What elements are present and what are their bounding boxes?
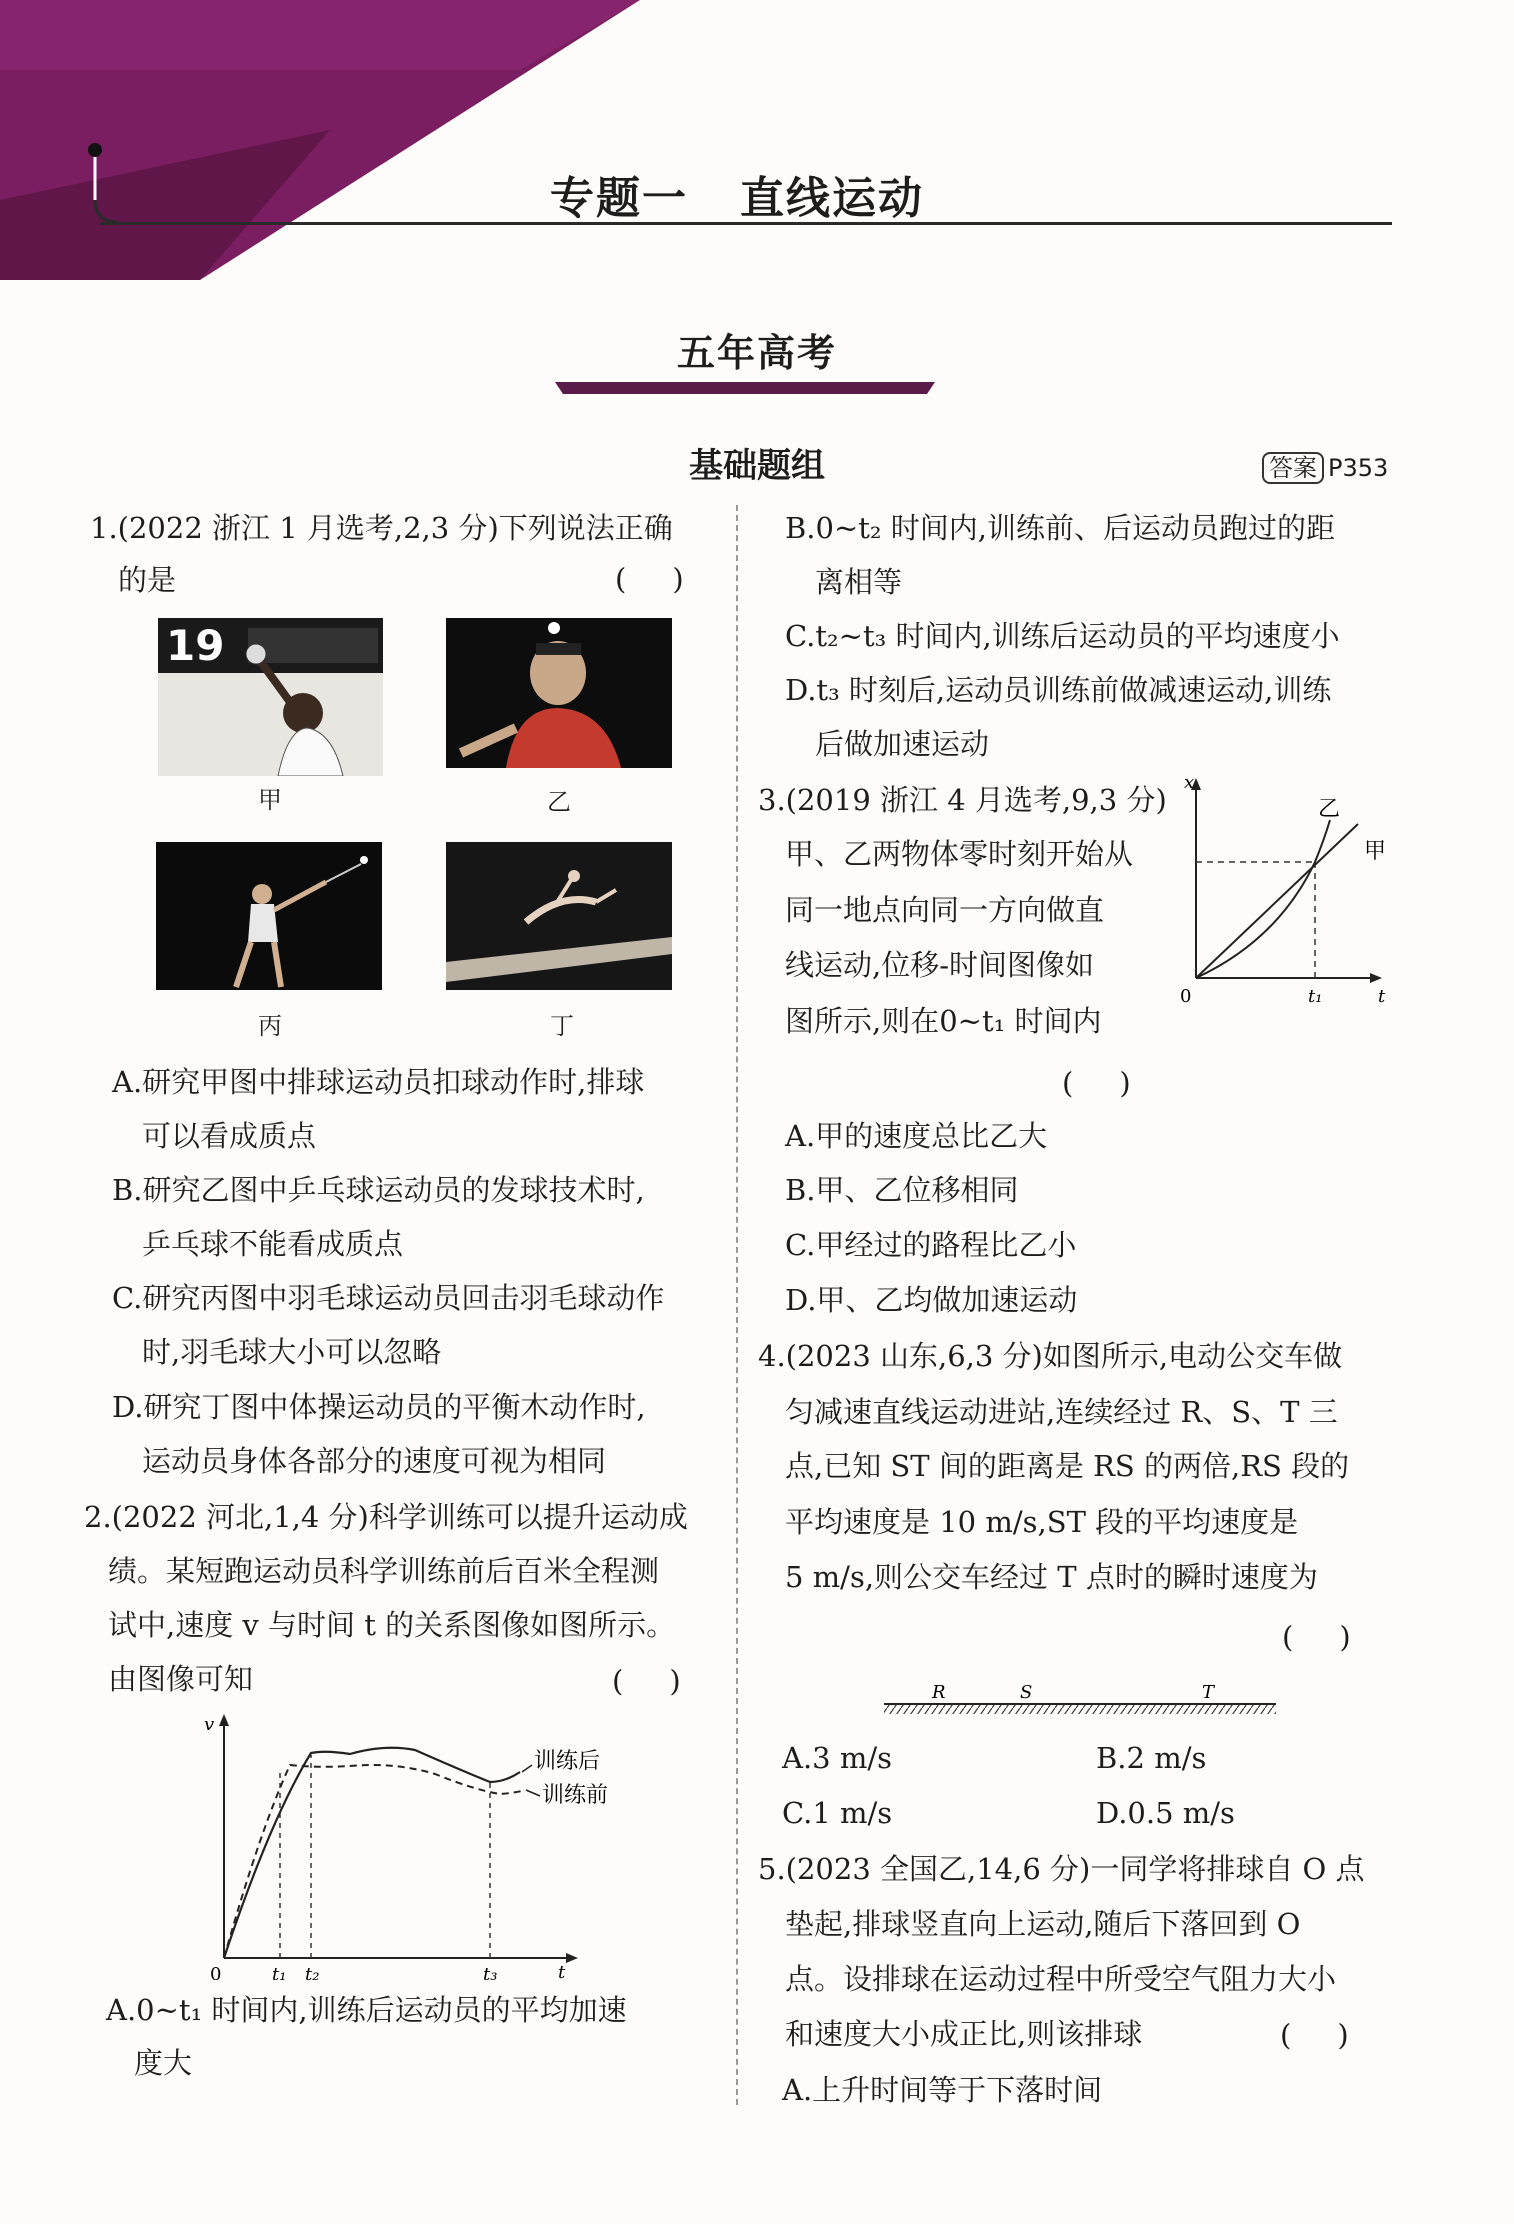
q2-option-c[interactable]: C.t₂~t₃ 时间内,训练后运动员的平均速度小	[785, 619, 1340, 653]
answer-page: P353	[1328, 454, 1389, 482]
photo-caption-jia: 甲	[258, 786, 282, 814]
q5-stem-line2: 垫起,排球竖直向上运动,随后下落回到 O	[785, 1907, 1301, 1941]
q3-stem-line5: 图所示,则在0~t₁ 时间内	[785, 1004, 1102, 1038]
q5-answer-paren[interactable]: ( )	[1280, 2018, 1349, 2052]
column-divider	[736, 505, 738, 2105]
q4-road-diagram	[880, 1668, 1280, 1718]
q2-option-d-line2: 后做加速运动	[815, 727, 990, 761]
q2-y-label: v	[204, 1714, 215, 1735]
q3-option-b[interactable]: B.甲、乙位移相同	[785, 1173, 1019, 1207]
q4-stem-line4: 平均速度是 10 m/s,ST 段的平均速度是	[785, 1505, 1299, 1539]
q1-answer-paren[interactable]: ( )	[615, 562, 684, 596]
q1-option-d-line1[interactable]: D.研究丁图中体操运动员的平衡木动作时,	[112, 1390, 646, 1424]
q3-stem-line1: 3.(2019 浙江 4 月选考,9,3 分)	[758, 783, 1167, 817]
q3-tick-t1: t₁	[1308, 986, 1323, 1007]
q1-stem-line1: 1.(2022 浙江 1 月选考,2,3 分)下列说法正确	[90, 511, 673, 545]
q4-option-c[interactable]: C.1 m/s	[782, 1796, 893, 1830]
q3-answer-paren[interactable]: ( )	[1062, 1066, 1131, 1100]
chapter-title: 专题一 直线运动	[550, 173, 924, 224]
q3-origin: 0	[1180, 986, 1192, 1007]
q3-displacement-time-graph	[1168, 770, 1398, 1010]
badminton-photo-icon	[156, 842, 382, 990]
q2-option-a-line1[interactable]: A.0~t₁ 时间内,训练后运动员的平均加速	[106, 1993, 627, 2027]
q5-stem-line1: 5.(2023 全国乙,14,6 分)一同学将排球自 O 点	[758, 1852, 1365, 1886]
answer-tag: 答案	[1262, 452, 1324, 484]
q1-option-b-line2: 乒乓球不能看成质点	[142, 1227, 404, 1261]
q3-label-jia: 甲	[1364, 839, 1387, 864]
q2-option-b-line2: 离相等	[815, 565, 903, 599]
q2-velocity-time-graph	[200, 1710, 640, 1980]
q2-legend-before: 训练前	[542, 1783, 609, 1808]
untrained-curve	[224, 1765, 525, 1958]
q2-origin: 0	[210, 1964, 222, 1980]
q5-stem-line3: 点。设排球在运动过程中所受空气阻力大小	[785, 1962, 1337, 1996]
q4-option-b[interactable]: B.2 m/s	[1096, 1741, 1207, 1775]
q3-y-label: x	[1184, 772, 1195, 793]
q2-option-a-line2: 度大	[134, 2046, 193, 2080]
photo-caption-yi: 乙	[547, 788, 571, 816]
balance-beam-photo-icon	[446, 842, 672, 990]
q3-option-d[interactable]: D.甲、乙均做加速运动	[785, 1283, 1078, 1317]
point-r: R	[932, 1682, 946, 1703]
q1-option-a-line1[interactable]: A.研究甲图中排球运动员扣球动作时,排球	[112, 1065, 645, 1099]
q2-answer-paren[interactable]: ( )	[612, 1664, 681, 1698]
q2-stem-line4: 由图像可知	[108, 1662, 254, 1696]
q4-stem-line2: 匀减速直线运动进站,连续经过 R、S、T 三	[785, 1395, 1338, 1429]
q2-option-b-line1[interactable]: B.0~t₂ 时间内,训练前、后运动员跑过的距	[785, 511, 1335, 545]
section-title-bar	[555, 382, 935, 394]
q2-tick-t1: t₁	[272, 1964, 287, 1980]
photo-caption-bing: 丙	[258, 1012, 282, 1040]
q3-stem-line4: 线运动,位移-时间图像如	[785, 948, 1095, 982]
q1-option-d-line2: 运动员身体各部分的速度可视为相同	[142, 1444, 607, 1478]
q3-stem-line2: 甲、乙两物体零时刻开始从	[785, 837, 1134, 871]
point-t: T	[1202, 1682, 1215, 1703]
group-title: 基础题组	[689, 446, 825, 486]
q4-option-a[interactable]: A.3 m/s	[782, 1741, 892, 1775]
q2-stem-line2: 绩。某短跑运动员科学训练前后百米全程测	[108, 1554, 660, 1588]
q4-answer-paren[interactable]: ( )	[1282, 1620, 1351, 1654]
line-jia	[1196, 824, 1358, 978]
q1-stem-line2: 的是	[118, 563, 177, 597]
q2-x-label: t	[558, 1962, 566, 1980]
q2-tick-t2: t₂	[305, 1964, 320, 1980]
section-title: 五年高考	[676, 331, 837, 375]
q2-option-d-line1[interactable]: D.t₃ 时刻后,运动员训练前做减速运动,训练	[785, 673, 1332, 707]
q1-option-c-line2: 时,羽毛球大小可以忽略	[142, 1335, 442, 1369]
q4-stem-line3: 点,已知 ST 间的距离是 RS 的两倍,RS 段的	[785, 1449, 1350, 1483]
volleyball-photo-icon	[158, 618, 383, 776]
q3-label-yi: 乙	[1318, 797, 1341, 822]
q2-stem-line1: 2.(2022 河北,1,4 分)科学训练可以提升运动成	[84, 1500, 688, 1534]
q2-stem-line3: 试中,速度 v 与时间 t 的关系图像如图所示。	[108, 1608, 676, 1642]
svg-text:19: 19	[166, 621, 225, 670]
q5-option-a[interactable]: A.上升时间等于下落时间	[782, 2073, 1103, 2107]
curve-yi	[1196, 820, 1330, 978]
q3-option-c[interactable]: C.甲经过的路程比乙小	[785, 1228, 1077, 1262]
q3-x-label: t	[1378, 986, 1386, 1007]
q4-stem-line1: 4.(2023 山东,6,3 分)如图所示,电动公交车做	[758, 1339, 1343, 1373]
q1-option-b-line1[interactable]: B.研究乙图中乒乓球运动员的发球技术时,	[112, 1173, 645, 1207]
answer-reference[interactable]	[1262, 448, 1388, 483]
q3-option-a[interactable]: A.甲的速度总比乙大	[785, 1119, 1048, 1153]
q3-stem-line3: 同一地点向同一方向做直	[785, 893, 1105, 927]
trained-curve	[224, 1748, 520, 1958]
q4-option-d[interactable]: D.0.5 m/s	[1096, 1796, 1235, 1830]
header-banner	[0, 0, 640, 280]
q1-option-c-line1[interactable]: C.研究丙图中羽毛球运动员回击羽毛球动作	[112, 1281, 665, 1315]
photo-caption-ding: 丁	[550, 1012, 574, 1040]
table-tennis-photo-icon	[446, 618, 672, 768]
q5-stem-line4: 和速度大小成正比,则该排球	[785, 2017, 1143, 2051]
q4-stem-line5: 5 m/s,则公交车经过 T 点时的瞬时速度为	[785, 1560, 1318, 1594]
point-s: S	[1020, 1682, 1033, 1703]
q2-legend-after: 训练后	[534, 1749, 601, 1774]
q1-option-a-line2: 可以看成质点	[142, 1119, 317, 1153]
q2-tick-t3: t₃	[483, 1964, 498, 1980]
